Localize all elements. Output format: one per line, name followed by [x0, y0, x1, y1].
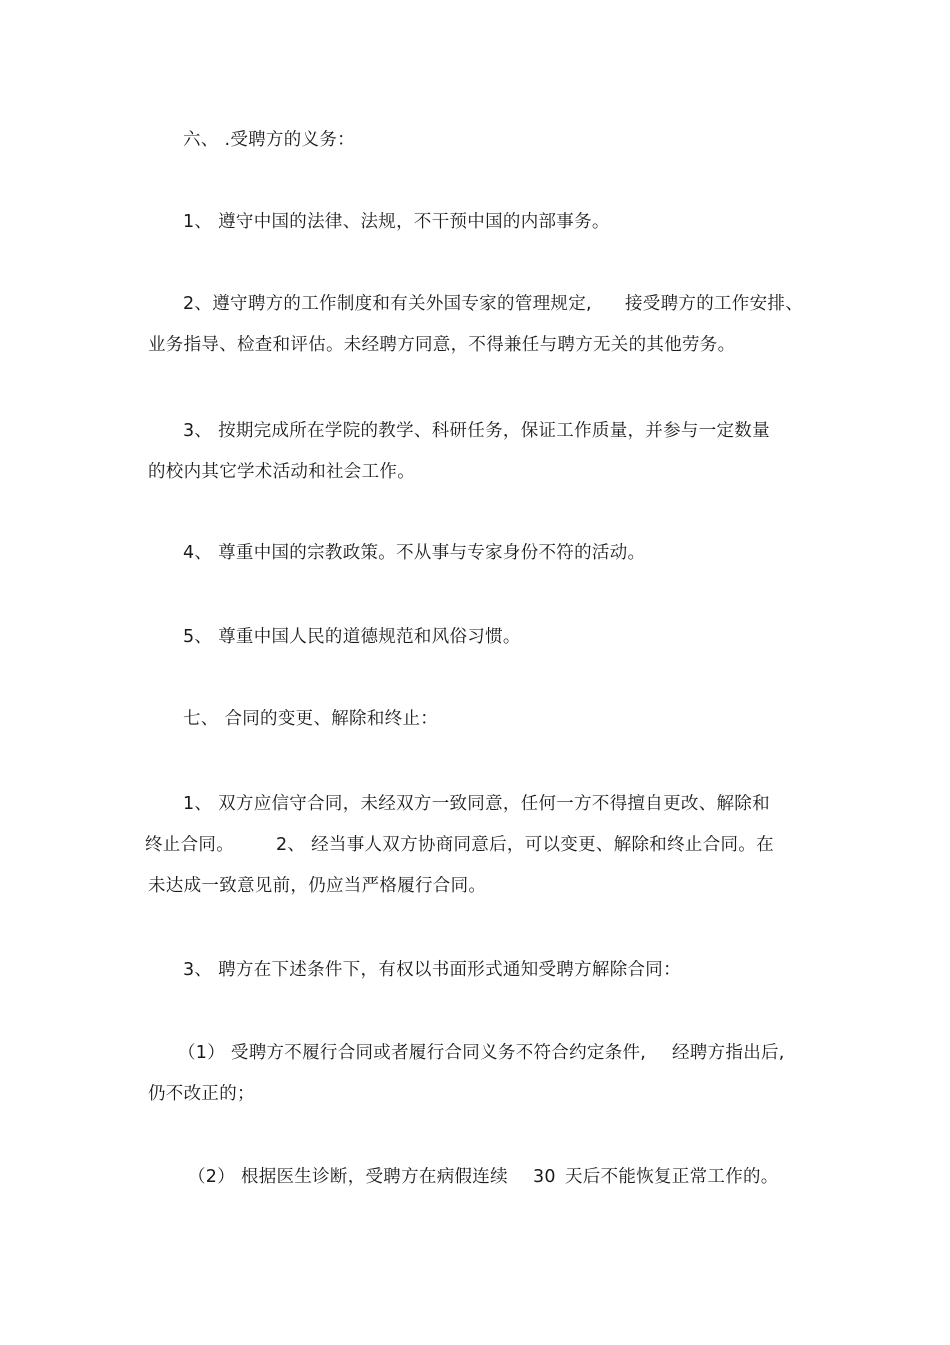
- paragraph-6-3-line1: 3、 按期完成所在学院的教学、科研任务，保证工作质量，并参与一定数量: [183, 421, 770, 441]
- paragraph-7-3-1-line1: [0, 1042, 950, 1064]
- paragraph-6-2-line2: 业务指导、检查和评估。未经聘方同意，不得兼任与聘方无关的其他劳务。: [148, 335, 736, 355]
- paragraph-6-5: 5、 尊重中国人民的道德规范和风俗习惯。: [183, 627, 521, 647]
- paragraph-7-3-1-part-a: （1） 受聘方不履行合同或者履行合同义务不符合约定条件,: [178, 1043, 647, 1063]
- paragraph-7-1-line2: [0, 834, 950, 856]
- paragraph-6-4: 4、 尊重中国的宗教政策。不从事与专家身份不符的活动。: [183, 543, 646, 563]
- paragraph-7-3-2: [0, 1166, 950, 1188]
- section-heading-7: 七、 合同的变更、解除和终止：: [183, 709, 439, 729]
- paragraph-7-3-2-part-a: （2） 根据医生诊断，受聘方在病假连续: [188, 1167, 508, 1187]
- paragraph-7-3: 3、 聘方在下述条件下，有权以书面形式通知受聘方解除合同：: [183, 960, 681, 980]
- paragraph-6-3-line2: 的校内其它学术活动和社会工作。: [148, 462, 415, 482]
- paragraph-7-3-1-line2: 仍不改正的；: [148, 1084, 255, 1104]
- paragraph-7-3-2-part-b: 天后不能恢复正常工作的。: [565, 1167, 779, 1187]
- paragraph-7-1-line1: 1、 双方应信守合同，未经双方一致同意，任何一方不得擅自更改、解除和: [183, 794, 770, 814]
- paragraph-7-2-line2: 未达成一致意见前，仍应当严格履行合同。: [148, 876, 487, 896]
- paragraph-6-1: 1、 遵守中国的法律、法规，不干预中国的内部事务。: [183, 212, 610, 232]
- paragraph-7-3-2-number: 30: [533, 1167, 556, 1187]
- paragraph-6-2-part-a: 2、遵守聘方的工作制度和有关外国专家的管理规定,: [183, 294, 592, 314]
- section-heading-6: 六、 .受聘方的义务：: [183, 130, 355, 150]
- paragraph-7-2-part-a: 2、 经当事人双方协商同意后，可以变更、解除和终止合同。在: [276, 835, 774, 855]
- paragraph-6-2-part-b: 接受聘方的工作安排、: [625, 294, 803, 314]
- paragraph-7-1-part-b: 终止合同。: [145, 835, 234, 855]
- paragraph-6-2-line1: [0, 293, 950, 315]
- paragraph-7-3-1-part-b: 经聘方指出后,: [672, 1043, 785, 1063]
